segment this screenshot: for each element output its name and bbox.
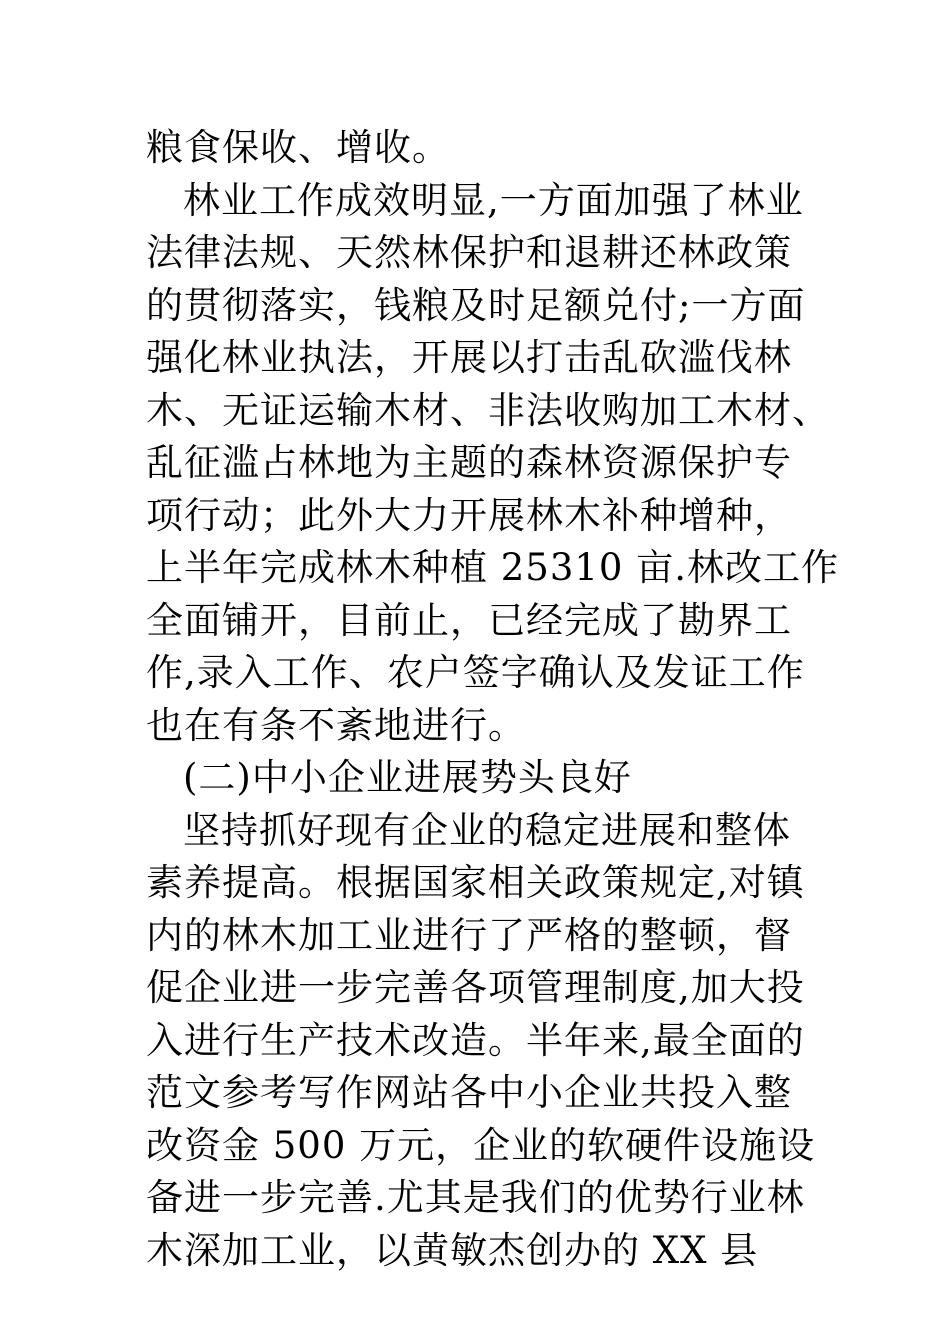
text-line: 全面铺开，目前止，已经完成了勘界工 bbox=[146, 598, 792, 642]
text-line: 坚持抓好现有企业的稳定进展和整体 bbox=[183, 808, 791, 852]
text-line: 范文参考写作网站各中小企业共投入整 bbox=[146, 1071, 792, 1114]
text-line: 改资金 500 万元，企业的软硬件设施设 bbox=[146, 1123, 816, 1167]
text-line: 作,录入工作、农户签字确认及发证工作 bbox=[146, 651, 805, 694]
text-line: 项行动；此外大力开展林木补种增种， bbox=[146, 493, 792, 537]
text-line: 备进一步完善.尤其是我们的优势行业林 bbox=[146, 1176, 805, 1219]
body-text bbox=[146, 122, 839, 1277]
text-line: 上半年完成林木种植 25310 亩.林改工作 bbox=[146, 546, 839, 589]
text-line: 木深加工业，以黄敏杰创办的 XX 县 bbox=[146, 1228, 759, 1272]
text-line: 的贯彻落实，钱粮及时足额兑付;一方面 bbox=[146, 283, 806, 327]
text-line: 木、无证运输木材、非法收购加工木材、 bbox=[146, 388, 830, 432]
text-line: 内的林木加工业进行了严格的整顿，督 bbox=[146, 913, 792, 957]
text-line: 林业工作成效明显,一方面加强了林业 bbox=[183, 178, 804, 222]
text-line: 素养提高。根据国家相关政策规定,对镇 bbox=[146, 861, 805, 904]
text-line: 强化林业执法，开展以打击乱砍滥伐林 bbox=[146, 336, 792, 379]
text-line: 粮食保收、增收。 bbox=[146, 126, 450, 169]
text-line: 入进行生产技术改造。半年来,最全面的 bbox=[146, 1018, 805, 1062]
text-line: 也在有条不紊地进行。 bbox=[146, 703, 526, 747]
text-line: 乱征滥占林地为主题的森林资源保护专 bbox=[146, 441, 792, 484]
section-heading: (二)中小企业进展势头良好 bbox=[183, 756, 632, 799]
text-line: 促企业进一步完善各项管理制度,加大投 bbox=[146, 966, 805, 1009]
text-line: 法律法规、天然林保护和退耕还林政策 bbox=[146, 231, 792, 274]
